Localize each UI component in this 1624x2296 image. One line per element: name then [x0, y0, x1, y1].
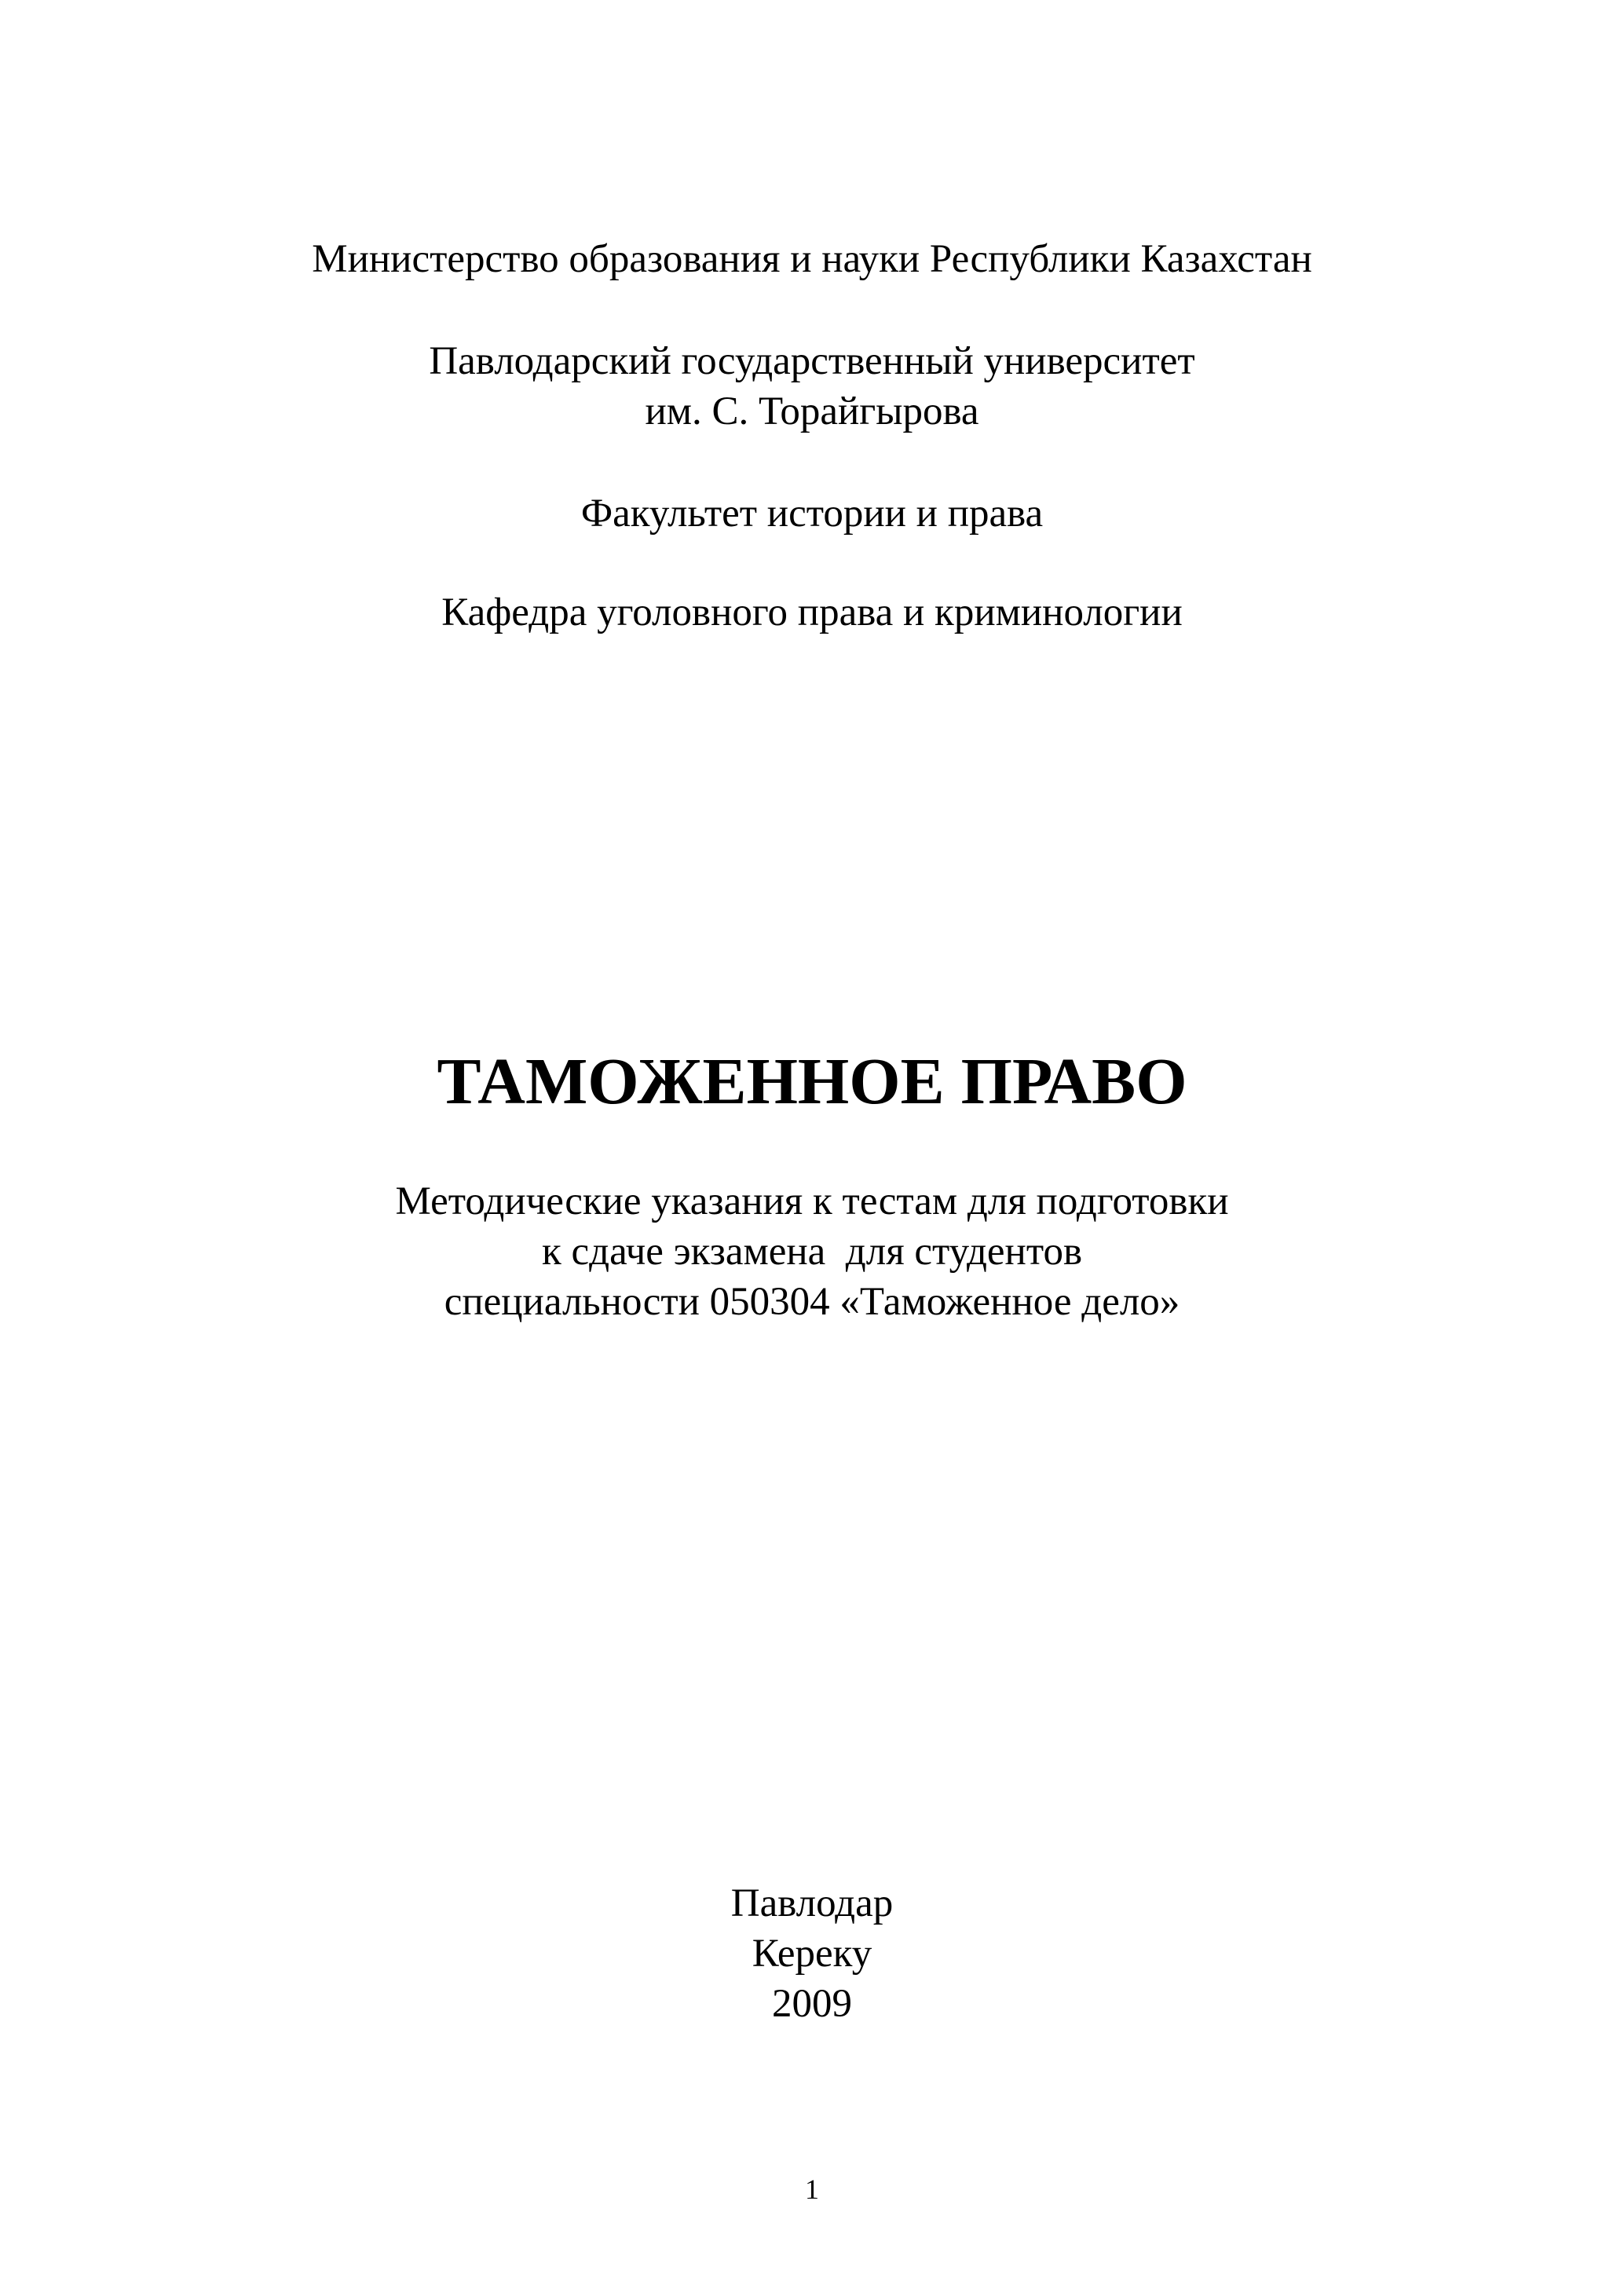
subtitle-line2: к сдаче экзамена для студентов [541, 1230, 1083, 1274]
university-name-line2: им. С. Торайгырова [645, 389, 979, 433]
faculty-name: Факультет истории и права [580, 492, 1044, 536]
page-number: 1 [805, 2174, 819, 2205]
publisher-name: Кереку [752, 1932, 872, 1976]
subtitle-line3: специальности 050304 «Таможенное дело» [444, 1280, 1180, 1324]
document-title: ТАМОЖЕННОЕ ПРАВО [437, 1045, 1187, 1118]
department-name: Кафедра уголовного права и криминологии [441, 590, 1183, 634]
publication-year: 2009 [772, 1982, 852, 2026]
university-name-line1: Павлодарский государственный университет [429, 339, 1195, 383]
publication-city: Павлодар [730, 1881, 894, 1925]
ministry-name: Министерство образования и науки Республики Казахстан [312, 237, 1312, 281]
subtitle-line1: Методические указания к тестам для подготовки [395, 1179, 1229, 1223]
